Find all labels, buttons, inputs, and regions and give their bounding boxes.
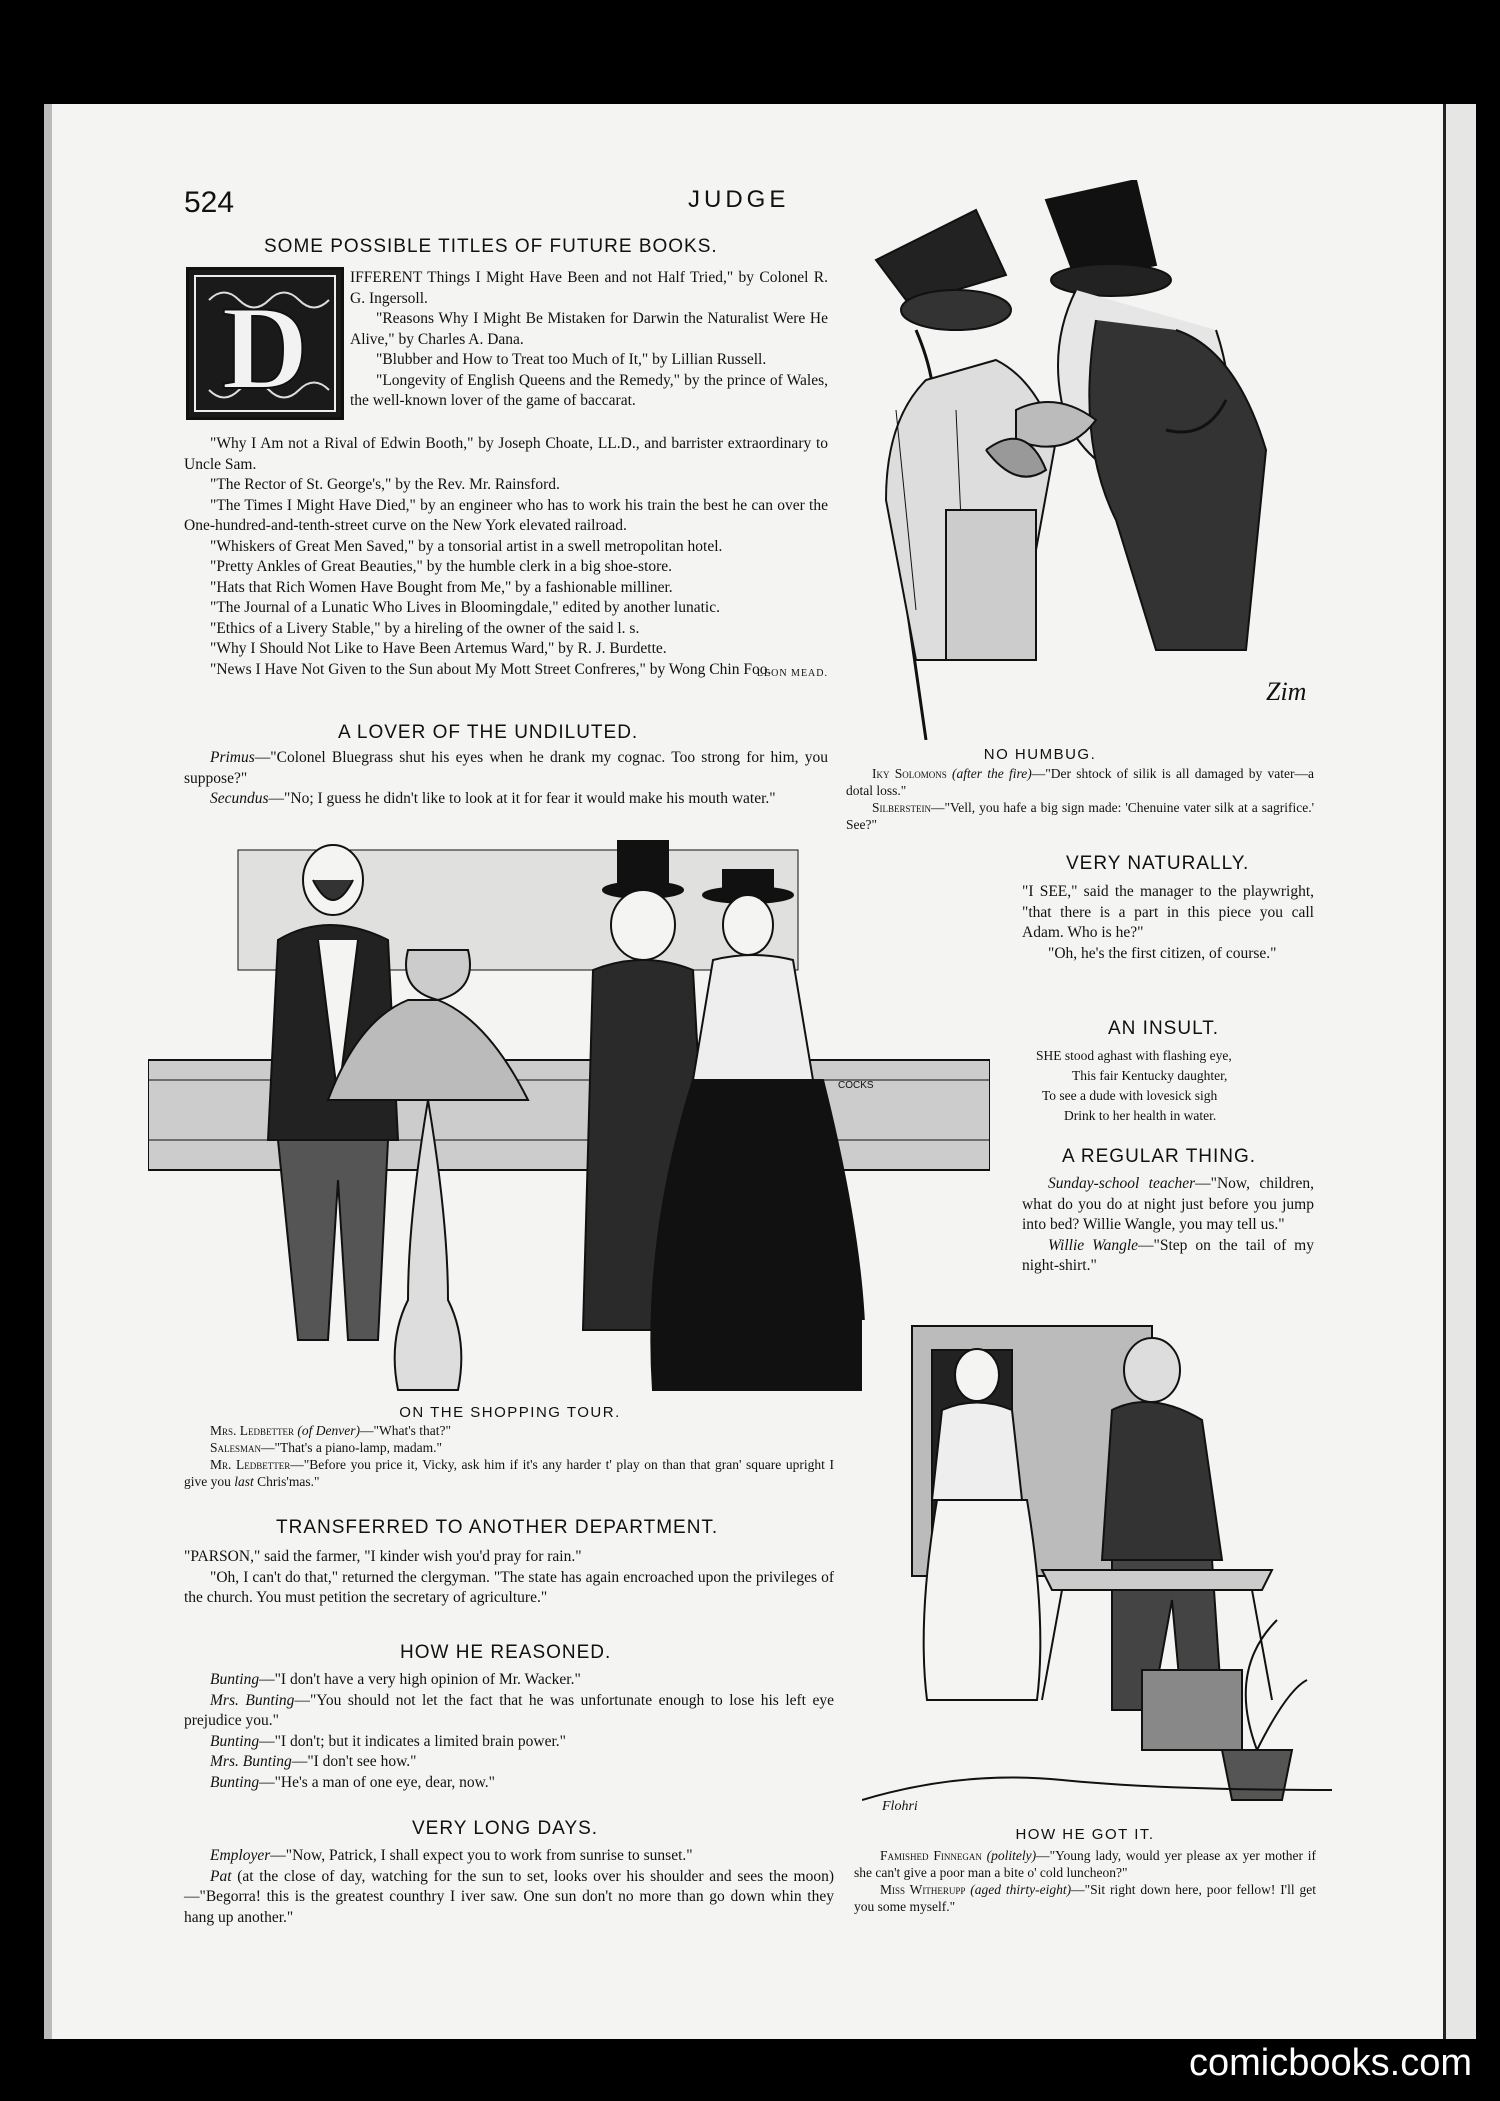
got-it-note-1: (politely) — [986, 1848, 1037, 1863]
no-humbug-signature: Zim — [1266, 677, 1307, 706]
shopping-speaker-3: Mr. Ledbetter — [210, 1457, 291, 1472]
got-it-caption-title: HOW HE GOT IT. — [1015, 1826, 1155, 1843]
title-line: "The Journal of a Lunatic Who Lives in Bloomingdale," edited by another lunatic. — [210, 599, 720, 616]
naturally-p2: "Oh, he's the first citizen, of course." — [1048, 944, 1277, 962]
shopping-tour-signature: COCKS — [838, 1080, 874, 1091]
lover-heading: A LOVER OF THE UNDILUTED. — [338, 722, 639, 743]
title-line: "The Rector of St. George's," by the Rev. Mr. Rainsford. — [210, 476, 560, 493]
shopping-note-1: (of Denver) — [297, 1423, 360, 1438]
shopping-line-3: —"Before you price it, Vicky, ask him if it's any harder t' play on than that gran' square upright I give you — [184, 1457, 834, 1489]
transferred-p1: "PARSON," said the farmer, "I kinder wish you'd pray for rain." — [184, 1548, 582, 1565]
reasoned-speaker: Bunting — [210, 1671, 260, 1688]
title-line: "Pretty Ankles of Great Beauties," by the humble clerk in a big shoe-store. — [210, 558, 673, 575]
title-line: "News I Have Not Given to the Sun about My Mott Street Confreres," by Wong Chin Foo. — [210, 660, 772, 678]
title-line: "Why I Should Not Like to Have Been Artemus Ward," by R. J. Burdette. — [210, 640, 667, 657]
insult-line: This fair Kentucky daughter, — [1072, 1068, 1228, 1083]
lover-line-2: —"No; I guess he didn't like to look at it for fear it would make his mouth water." — [268, 790, 776, 807]
insult-line: Drink to her health in water. — [1064, 1108, 1217, 1123]
reasoned-speaker: Mrs. Bunting — [210, 1691, 295, 1709]
lover-line-1: —"Colonel Bluegrass shut his eyes when he drank my cognac. Too strong for him, you suppose?" — [184, 749, 828, 787]
shopping-caption — [184, 1422, 834, 1490]
got-it-speaker-1: Famished Finnegan — [880, 1848, 982, 1863]
dropcap-letter: D — [221, 281, 309, 414]
insult-line: To see a dude with lovesick sigh — [1042, 1088, 1218, 1103]
naturally-body — [1022, 882, 1314, 964]
lover-speaker-2: Secundus — [210, 790, 269, 807]
reasoned-line: —"You should not let the fact that he was unfortunate enough to lose his left eye prejudice you." — [184, 1691, 834, 1729]
reasoned-body — [184, 1670, 834, 1793]
insult-heading: AN INSULT. — [1108, 1018, 1220, 1039]
reasoned-speaker: Bunting — [210, 1773, 260, 1791]
shopping-speaker-1: Mrs. Ledbetter — [210, 1423, 295, 1438]
reasoned-line: —"He's a man of one eye, dear, now." — [259, 1773, 495, 1791]
title-line: "Whiskers of Great Men Saved," by a tonsorial artist in a swell metropolitan hotel. — [210, 537, 723, 555]
long-days-line-1: —"Now, Patrick, I shall expect you to work from sunrise to sunset." — [270, 1847, 693, 1864]
regular-heading: A REGULAR THING. — [1062, 1146, 1257, 1167]
title-line: IFFERENT Things I Might Have Been and not Half Tried," by Colonel R. G. Ingersoll. — [350, 269, 828, 307]
transferred-heading: TRANSFERRED TO ANOTHER DEPARTMENT. — [276, 1517, 719, 1538]
reasoned-heading: HOW HE REASONED. — [400, 1642, 612, 1663]
reasoned-line: —"I don't; but it indicates a limited brain power." — [259, 1732, 566, 1750]
how-he-got-it-signature: Flohri — [882, 1799, 918, 1814]
title-line: "Ethics of a Livery Stable," by a hireling of the owner of the said l. s. — [210, 619, 640, 637]
shopping-line-3-em: last — [234, 1474, 254, 1489]
got-it-line-1: —"Young lady, would yer please ax yer mother if she can't give a poor man a bite o' cold luncheon?" — [854, 1848, 1316, 1880]
title-line: "The Times I Might Have Died," by an engineer who has to work his train the best he can over the One-hundred-and-tenth-street curve on the New York elevated railroad. — [184, 496, 828, 534]
long-days-heading: VERY LONG DAYS. — [412, 1818, 599, 1839]
reasoned-speaker: Mrs. Bunting — [210, 1753, 292, 1770]
reasoned-speaker: Bunting — [210, 1732, 260, 1750]
insult-poem — [1036, 1046, 1326, 1126]
naturally-heading: VERY NATURALLY. — [1066, 853, 1250, 874]
how-he-got-it-illustration — [862, 1320, 1332, 1820]
got-it-note-2: (aged thirty-eight) — [970, 1882, 1072, 1897]
titles-body-top — [350, 268, 828, 412]
humbug-note-1: (after the fire) — [952, 766, 1032, 781]
transferred-p2: "Oh, I can't do that," returned the clergyman. "The state has again encroached upon the privileges of the church. You must petition the secretary of agriculture." — [184, 1568, 834, 1606]
reasoned-line: —"I don't have a very high opinion of Mr. Wacker." — [259, 1671, 581, 1688]
shopping-line-3-end: Chris'mas." — [257, 1474, 320, 1489]
got-it-line-2: —"Sit right down here, poor fellow! I'll get you some myself." — [854, 1882, 1316, 1914]
no-humbug-illustration — [836, 180, 1316, 740]
regular-line-2: —"Step on the tail of my night-shirt." — [1022, 1236, 1314, 1274]
regular-speaker-2: Willie Wangle — [1048, 1236, 1139, 1254]
watermark: comicbooks.com — [1189, 2042, 1472, 2084]
shopping-caption-title: ON THE SHOPPING TOUR. — [399, 1404, 621, 1421]
shopping-speaker-2: Salesman — [210, 1440, 262, 1455]
humbug-line-1: —"Der shtock of silik is all damaged by vater—a dotal loss." — [846, 766, 1315, 798]
shopping-line-2: —"That's a piano-lamp, madam." — [261, 1440, 443, 1455]
title-line: "Reasons Why I Might Be Mistaken for Darwin the Naturalist Were He Alive," by Charles A. Dana. — [350, 310, 828, 348]
naturally-p1: "I SEE," said the manager to the playwright, "that there is a part in this piece you call Adam. Who is he?" — [1022, 883, 1314, 941]
lover-body — [184, 748, 828, 810]
regular-body — [1022, 1174, 1314, 1277]
titles-author: LEON MEAD. — [756, 668, 828, 679]
titles-body — [184, 434, 828, 685]
long-days-speaker-1: Employer — [210, 1847, 271, 1864]
magazine-title: JUDGE — [688, 186, 790, 213]
no-humbug-caption-title: NO HUMBUG. — [983, 746, 1097, 763]
no-humbug-caption — [846, 765, 1314, 833]
got-it-speaker-2: Miss Witherupp — [880, 1882, 966, 1897]
got-it-caption — [854, 1847, 1316, 1915]
long-days-body — [184, 1846, 834, 1928]
title-line: "Hats that Rich Women Have Bought from Me," by a fashionable milliner. — [210, 578, 673, 596]
shopping-line-1: —"What's that?" — [360, 1423, 452, 1438]
long-days-line-2: (at the close of day, watching for the sun to set, looks over his shoulder and sees the moon)—"Begorra! this is the greatest counthry I iver saw. One sun don't no more than go down whin they hang up another." — [184, 1867, 834, 1926]
insult-line: SHE stood aghast with flashing eye, — [1036, 1048, 1232, 1063]
lover-speaker-1: Primus — [210, 749, 255, 766]
transferred-body — [184, 1547, 834, 1609]
humbug-speaker-1: Iky Solomons — [872, 766, 947, 781]
titles-heading: SOME POSSIBLE TITLES OF FUTURE BOOKS. — [264, 236, 718, 257]
title-line: "Blubber and How to Treat too Much of It," by Lillian Russell. — [376, 351, 767, 368]
next-page-edge — [1443, 104, 1476, 2039]
title-line: "Why I Am not a Rival of Edwin Booth," by Joseph Choate, LL.D., and barrister extraordinary to Uncle Sam. — [184, 435, 828, 473]
humbug-speaker-2: Silberstein — [872, 800, 932, 815]
regular-speaker-1: Sunday-school teacher — [1048, 1175, 1196, 1192]
dropcap-ornament — [186, 267, 344, 420]
title-line: "Longevity of English Queens and the Remedy," by the prince of Wales, the well-known lover of the game of baccarat. — [350, 371, 828, 409]
page-number: 524 — [184, 186, 235, 219]
regular-line-1: —"Now, children, what do you do at night just before you jump into bed? Willie Wangle, you may tell us." — [1022, 1175, 1314, 1233]
long-days-speaker-2: Pat — [210, 1867, 232, 1885]
humbug-line-2: —"Vell, you hafe a big sign made: 'Chenuine vater silk at a sagrifice.' See?" — [846, 800, 1314, 832]
reasoned-line: —"I don't see how." — [291, 1753, 417, 1770]
